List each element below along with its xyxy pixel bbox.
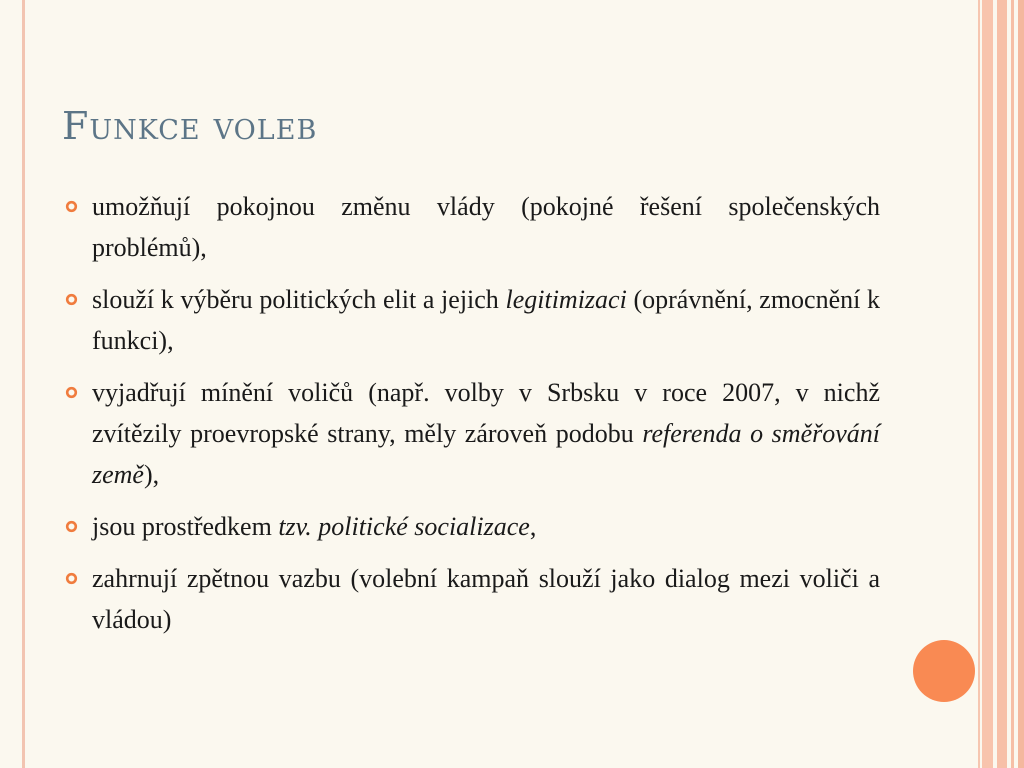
slide-title: Funkce voleb <box>62 104 318 148</box>
stripe <box>1018 0 1024 768</box>
left-border-line <box>22 0 25 768</box>
bullet-item <box>62 558 880 640</box>
bullet-ring-icon <box>65 200 78 213</box>
right-decorative-stripes <box>978 0 1024 768</box>
bullet-text: , <box>529 512 537 541</box>
bullet-italic-text: legitimizaci <box>505 285 627 314</box>
bullet-list <box>62 186 880 651</box>
bullet-text: slouží k výběru politických elit a jejich <box>92 285 506 314</box>
bullet-text: (oprávnění, zmocnění k funkci), <box>92 285 881 355</box>
bullet-item <box>62 186 880 268</box>
bullet-text: zahrnují zpětnou vazbu (volební kampaň slouží jako dialog mezi voliči a vládou) <box>92 564 880 634</box>
bullet-ring-icon <box>65 572 78 585</box>
orange-circle-decoration <box>913 640 975 702</box>
bullet-item <box>62 279 880 361</box>
bullet-italic-text: referenda o směřování země <box>92 419 880 489</box>
stripe <box>1011 0 1014 768</box>
stripe <box>978 0 980 768</box>
bullet-text: ), <box>143 460 160 489</box>
bullet-item <box>62 506 880 547</box>
bullet-ring-icon <box>65 293 78 306</box>
stripe <box>997 0 1007 768</box>
bullet-ring-icon <box>65 386 78 399</box>
bullet-italic-text: tzv. politické socializace <box>278 512 530 541</box>
stripe <box>982 0 993 768</box>
bullet-item <box>62 372 880 495</box>
bullet-ring-icon <box>65 520 78 533</box>
bullet-text: jsou prostředkem <box>92 512 279 541</box>
bullet-text: umožňují pokojnou změnu vlády (pokojné řešení společenských problémů), <box>92 192 880 262</box>
bullet-text: vyjadřují mínění voličů (např. volby v Srbsku v roce 2007, v nichž zvítězily proevropské strany, měly zároveň podobu <box>92 378 880 448</box>
